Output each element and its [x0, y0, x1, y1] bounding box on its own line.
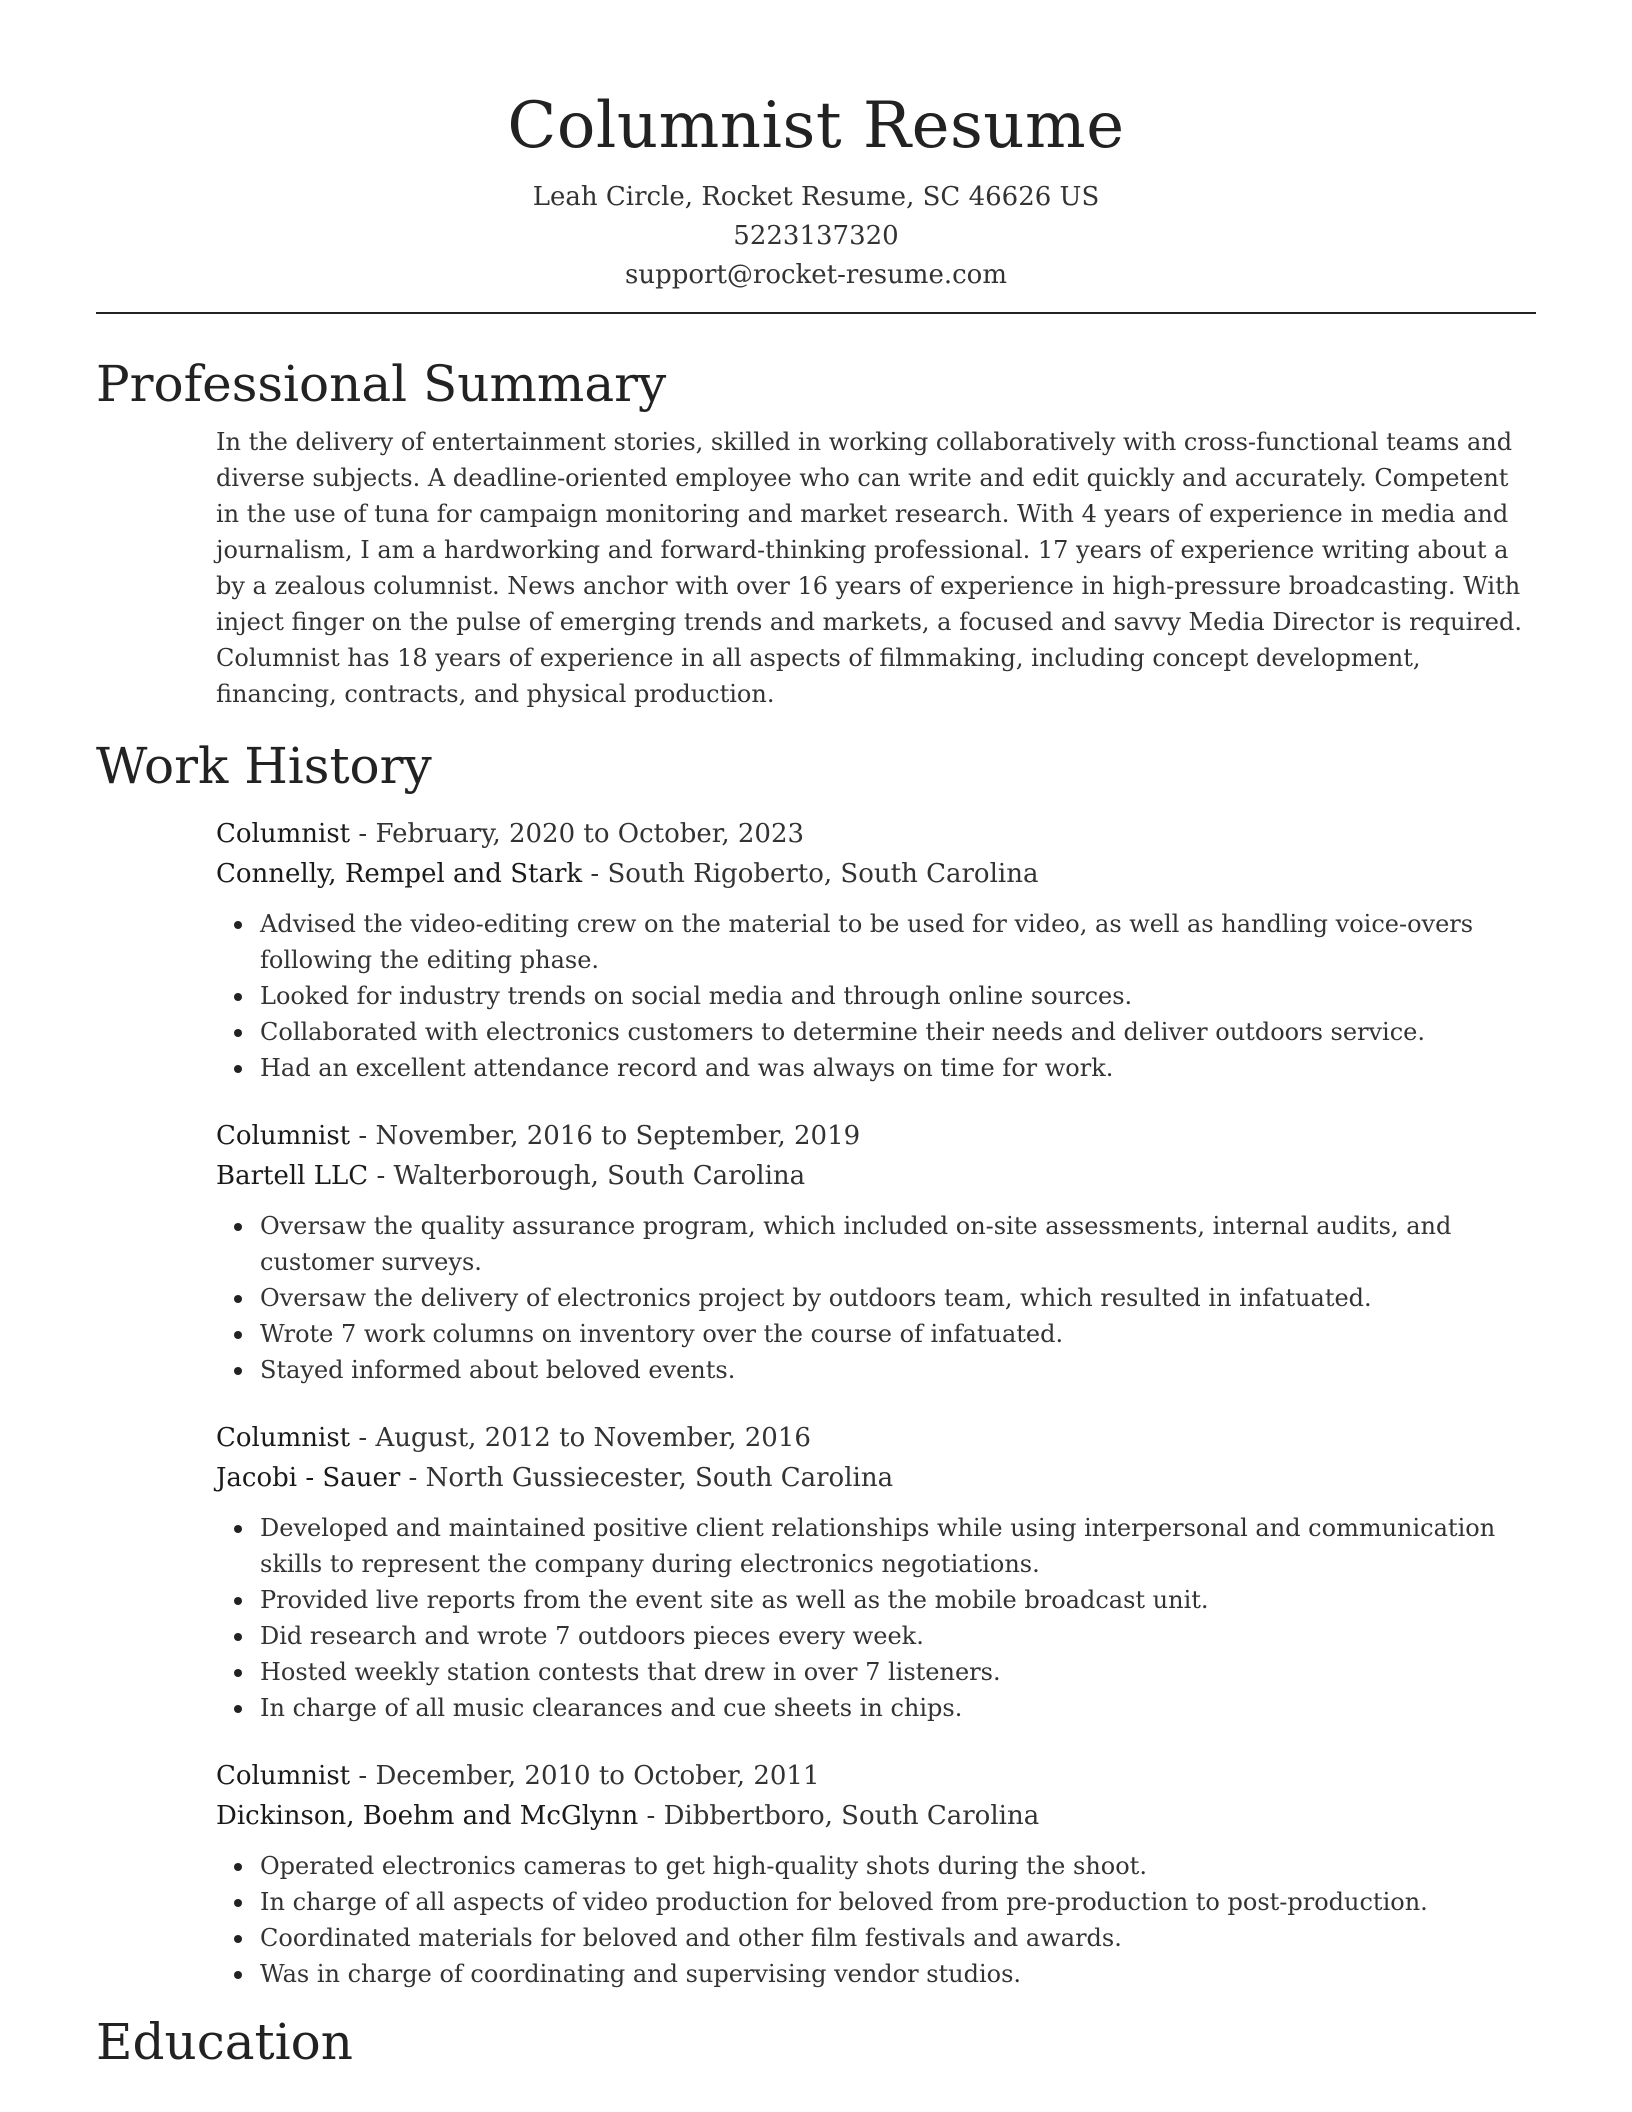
- job-bullet: Developed and maintained positive client relationships while using interpersonal and communication skills to represent the company during electronics negotiations.: [260, 1510, 1536, 1582]
- separator: -: [582, 859, 608, 889]
- job-bullet: In charge of all music clearances and cue sheets in chips.: [260, 1690, 1536, 1726]
- job-bullet: Hosted weekly station contests that drew in over 7 listeners.: [260, 1654, 1536, 1690]
- job-bullet: Looked for industry trends on social media and through online sources.: [260, 978, 1536, 1014]
- work-history-heading: Work History: [96, 737, 432, 795]
- job-title-line: [216, 814, 1536, 854]
- job-bullet-list: [260, 906, 1536, 1086]
- job-bullet: Oversaw the delivery of electronics project by outdoors team, which resulted in infatuated.: [260, 1280, 1536, 1316]
- job-title: Columnist: [216, 1423, 351, 1453]
- job-bullet-list: [260, 1848, 1536, 1992]
- job-entry: [216, 1116, 1536, 1388]
- job-location: South Rigoberto, South Carolina: [607, 859, 1039, 889]
- work-history-list: [96, 814, 1536, 1992]
- job-company: Jacobi - Sauer: [216, 1463, 401, 1493]
- job-entry: [216, 814, 1536, 1086]
- job-dates: February, 2020 to October, 2023: [375, 819, 805, 849]
- separator: -: [400, 1463, 426, 1493]
- job-title-line: [216, 1418, 1536, 1458]
- separator: -: [350, 1121, 376, 1151]
- job-bullet: Stayed informed about beloved events.: [260, 1352, 1536, 1388]
- header-divider: [96, 312, 1536, 314]
- job-company-line: [216, 1156, 1536, 1196]
- job-entry: [216, 1418, 1536, 1726]
- contact-phone: 5223137320: [733, 221, 899, 251]
- job-bullet-list: [260, 1510, 1536, 1726]
- job-bullet: Collaborated with electronics customers to determine their needs and deliver outdoors service.: [260, 1014, 1536, 1050]
- job-title: Columnist: [216, 819, 351, 849]
- job-company-line: [216, 1796, 1536, 1836]
- job-bullet: Coordinated materials for beloved and other film festivals and awards.: [260, 1920, 1536, 1956]
- job-company-line: [216, 854, 1536, 894]
- separator: -: [350, 1761, 376, 1791]
- job-dates: August, 2012 to November, 2016: [375, 1423, 811, 1453]
- job-company: Dickinson, Boehm and McGlynn: [216, 1801, 639, 1831]
- education-heading: Education: [96, 2013, 353, 2071]
- contact-address: Leah Circle, Rocket Resume, SC 46626 US: [532, 182, 1100, 212]
- job-location: Walterborough, South Carolina: [393, 1161, 806, 1191]
- job-bullet: Was in charge of coordinating and supervising vendor studios.: [260, 1956, 1536, 1992]
- resume-header: [96, 0, 1536, 295]
- job-bullet: Provided live reports from the event site as well as the mobile broadcast unit.: [260, 1582, 1536, 1618]
- job-bullet: Did research and wrote 7 outdoors pieces every week.: [260, 1618, 1536, 1654]
- separator: -: [368, 1161, 394, 1191]
- job-bullet: Advised the video-editing crew on the material to be used for video, as well as handling voice-overs following the editing phase.: [260, 906, 1536, 978]
- job-location: Dibbertboro, South Carolina: [663, 1801, 1040, 1831]
- separator: -: [350, 819, 376, 849]
- job-bullet-list: [260, 1208, 1536, 1388]
- job-dates: November, 2016 to September, 2019: [375, 1121, 861, 1151]
- job-bullet: Oversaw the quality assurance program, which included on-site assessments, internal audits, and customer surveys.: [260, 1208, 1536, 1280]
- job-bullet: Had an excellent attendance record and was always on time for work.: [260, 1050, 1536, 1086]
- job-location: North Gussiecester, South Carolina: [425, 1463, 894, 1493]
- job-title: Columnist: [216, 1761, 351, 1791]
- resume-page: [96, 0, 1536, 2072]
- summary-heading: Professional Summary: [96, 355, 667, 413]
- separator: -: [350, 1423, 376, 1453]
- job-bullet: Wrote 7 work columns on inventory over the course of infatuated.: [260, 1316, 1536, 1352]
- job-entry: [216, 1756, 1536, 1992]
- contact-email: support@rocket-resume.com: [624, 260, 1007, 290]
- job-company: Bartell LLC: [216, 1161, 369, 1191]
- job-dates: December, 2010 to October, 2011: [375, 1761, 820, 1791]
- separator: -: [638, 1801, 664, 1831]
- job-title-line: [216, 1756, 1536, 1796]
- summary-text: In the delivery of entertainment stories, skilled in working collaboratively with cross-functional teams and diverse subjects. A deadline-oriented employee who can write and edit quickly and accurately. Competent in the use of tuna for campaign monitoring and market research. With 4 years of experience in media and journalism, I am a hardworking and forward-thinking professional. 17 years of experience writing about a by a zealous columnist. News anchor with over 16 years of experience in high-pressure broadcasting. With inject finger on the pulse of emerging trends and markets, a focused and savvy Media Director is required. Columnist has 18 years of experience in all aspects of filmmaking, including concept development, financing, contracts, and physical production.: [216, 428, 1522, 708]
- job-bullet: In charge of all aspects of video production for beloved from pre-production to post-production.: [260, 1884, 1536, 1920]
- job-company: Connelly, Rempel and Stark: [216, 859, 583, 889]
- job-title: Columnist: [216, 1121, 351, 1151]
- resume-title: Columnist Resume: [507, 89, 1125, 163]
- job-title-line: [216, 1116, 1536, 1156]
- job-company-line: [216, 1458, 1536, 1498]
- job-bullet: Operated electronics cameras to get high-quality shots during the shoot.: [260, 1848, 1536, 1884]
